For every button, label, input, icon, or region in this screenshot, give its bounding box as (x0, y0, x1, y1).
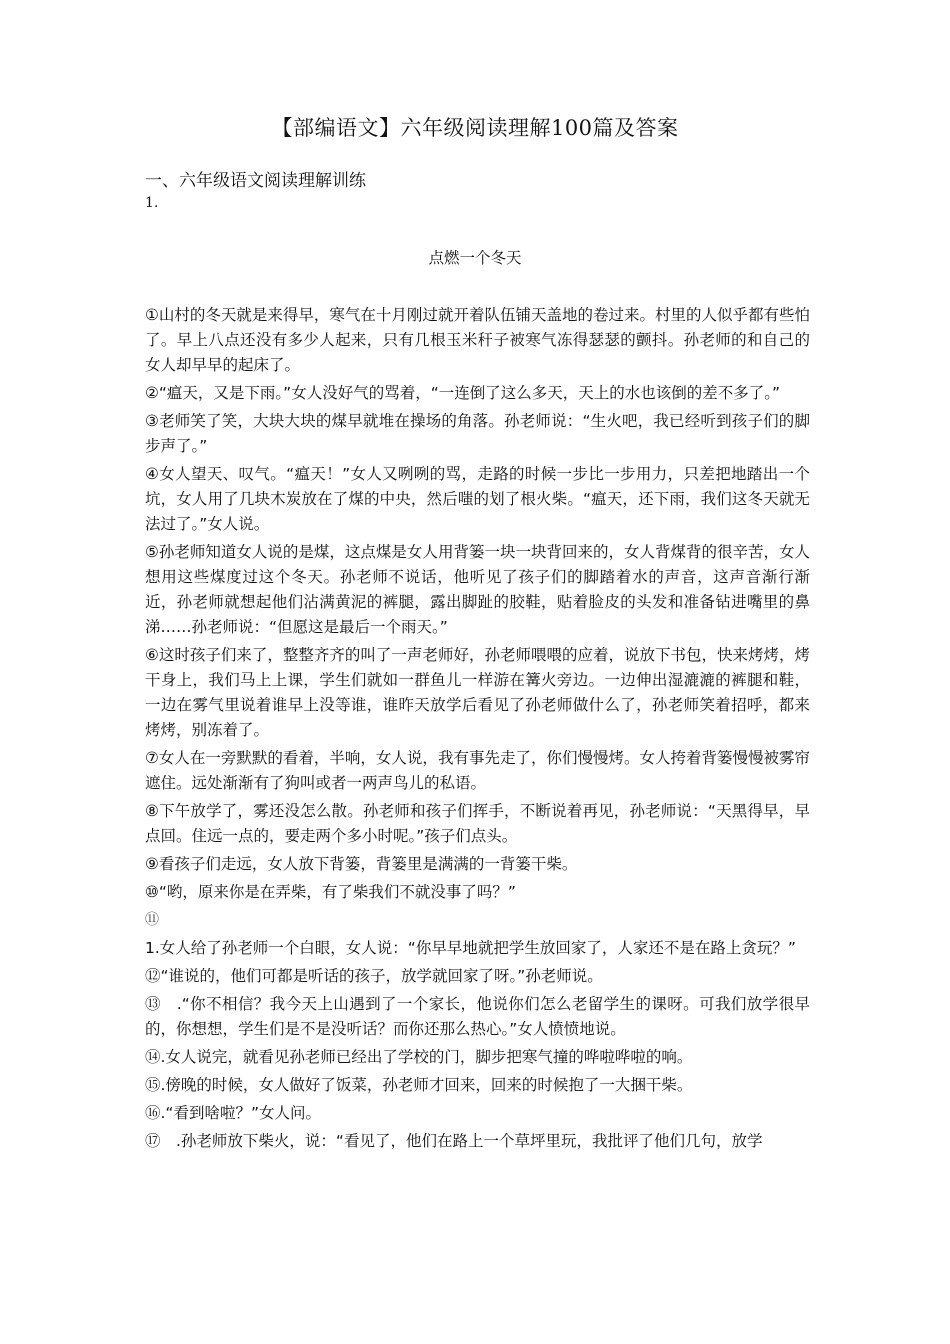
paragraph-17: ⑯.“看到啥啦？”女人问。 (145, 1104, 321, 1122)
paragraph-5: ⑤孙老师知道女人说的是煤，这点煤是女人用背篓一块一块背回来的，女人背煤背的很辛苦，女人想用这些煤度过这个冬天。孙老师不说话，他听见了孩子们的脚踏着水的声音，这声音渐行渐近，孙老师就想起他们沾满黄泥的裤腿，露出脚趾的胶鞋，贴着脸皮的头发和准备钻进嘴里的鼻涕……孙老师说：“但愿这是最后一个雨天。” (145, 543, 810, 636)
question-number: 1. (145, 195, 159, 211)
paragraph-16: ⑮.傍晚的时候，女人做好了饭菜，孙老师才回来，回来的时候抱了一大捆干柴。 (145, 1076, 693, 1094)
paragraph-10: ⑩“哟，原来你是在弄柴，有了柴我们不就没事了吗？” (145, 883, 516, 901)
paragraph-3: ③老师笑了笑，大块大块的煤早就堆在操场的角落。孙老师说：“生火吧，我已经听到孩子们的脚步声了。” (145, 412, 810, 455)
paragraph-6: ⑥这时孩子们来了，整整齐齐的叫了一声老师好，孙老师喂喂的应着，说放下书包，快来烤烤，烤干身上，我们马上上课，学生们就如一群鱼儿一样游在篝火旁边。一边伸出湿漉漉的裤腿和鞋，一边在雾气里说着谁早上没等谁，谁昨天放学后看见了孙老师做什么了，孙老师笑着招呼，都来烤烤，别冻着了。 (145, 646, 810, 739)
paragraph-2: ②“瘟天，又是下雨。”女人没好气的骂着，“一连倒了这么多天，天上的水也该倒的差不多了。” (145, 384, 781, 402)
paragraph-14: ⑬ .“你不相信？我今天上山遇到了一个家长，他说你们怎么老留学生的课呀。可我们放学很早的，你想想，学生们是不是没听话？而你还那么热心。”女人愤愤地说。 (145, 995, 810, 1038)
paragraph-18: ⑰ .孙老师放下柴火，说：“看见了，他们在路上一个草坪里玩，我批评了他们几句，放学 (145, 1132, 763, 1150)
paragraph-12: 1.女人给了孙老师一个白眼，女人说：“你早早地就把学生放回家了，人家还不是在路上贪玩？” (145, 939, 796, 957)
paragraph-13: ⑫“谁说的，他们可都是听话的孩子，放学就回家了呀。”孙老师说。 (145, 967, 603, 985)
section-heading: 一、六年级语文阅读理解训练 (145, 171, 366, 191)
paragraph-1: ①山村的冬天就是来得早，寒气在十月刚过就开着队伍铺天盖地的卷过来。村里的人似乎都有些怕了。早上八点还没有多少人起来，只有几根玉米秆子被寒气冻得瑟瑟的颤抖。孙老师的和自己的女人却早早的起床了。 (145, 306, 810, 374)
paragraph-11-marker: ⑪ (145, 912, 159, 928)
document-title: 【部编语文】六年级阅读理解100篇及答案 (271, 116, 679, 140)
paragraph-7: ⑦女人在一旁默默的看着，半响，女人说，我有事先走了，你们慢慢烤。女人挎着背篓慢慢被雾帘遮住。远处渐渐有了狗叫或者一两声鸟儿的私语。 (145, 749, 810, 792)
passage-title: 点燃一个冬天 (428, 249, 522, 267)
paragraph-15: ⑭.女人说完，就看见孙老师已经出了学校的门，脚步把寒气撞的哗啦哗啦的响。 (145, 1048, 693, 1066)
passage-body (145, 303, 810, 1157)
paragraph-9: ⑨看孩子们走远，女人放下背篓，背篓里是满满的一背篓干柴。 (145, 855, 578, 873)
paragraph-8: ⑧下午放学了，雾还没怎么散。孙老师和孩子们挥手，不断说着再见，孙老师说：“天黑得早，早点回。住远一点的，要走两个多小时呢。”孩子们点头。 (145, 802, 810, 845)
paragraph-4: ④女人望天、叹气。“瘟天！”女人又咧咧的骂，走路的时候一步比一步用力，只差把地踏出一个坑，女人用了几块木炭放在了煤的中央，然后嗤的划了根火柴。“瘟天，还下雨，我们这冬天就无法过了。”女人说。 (145, 465, 810, 533)
